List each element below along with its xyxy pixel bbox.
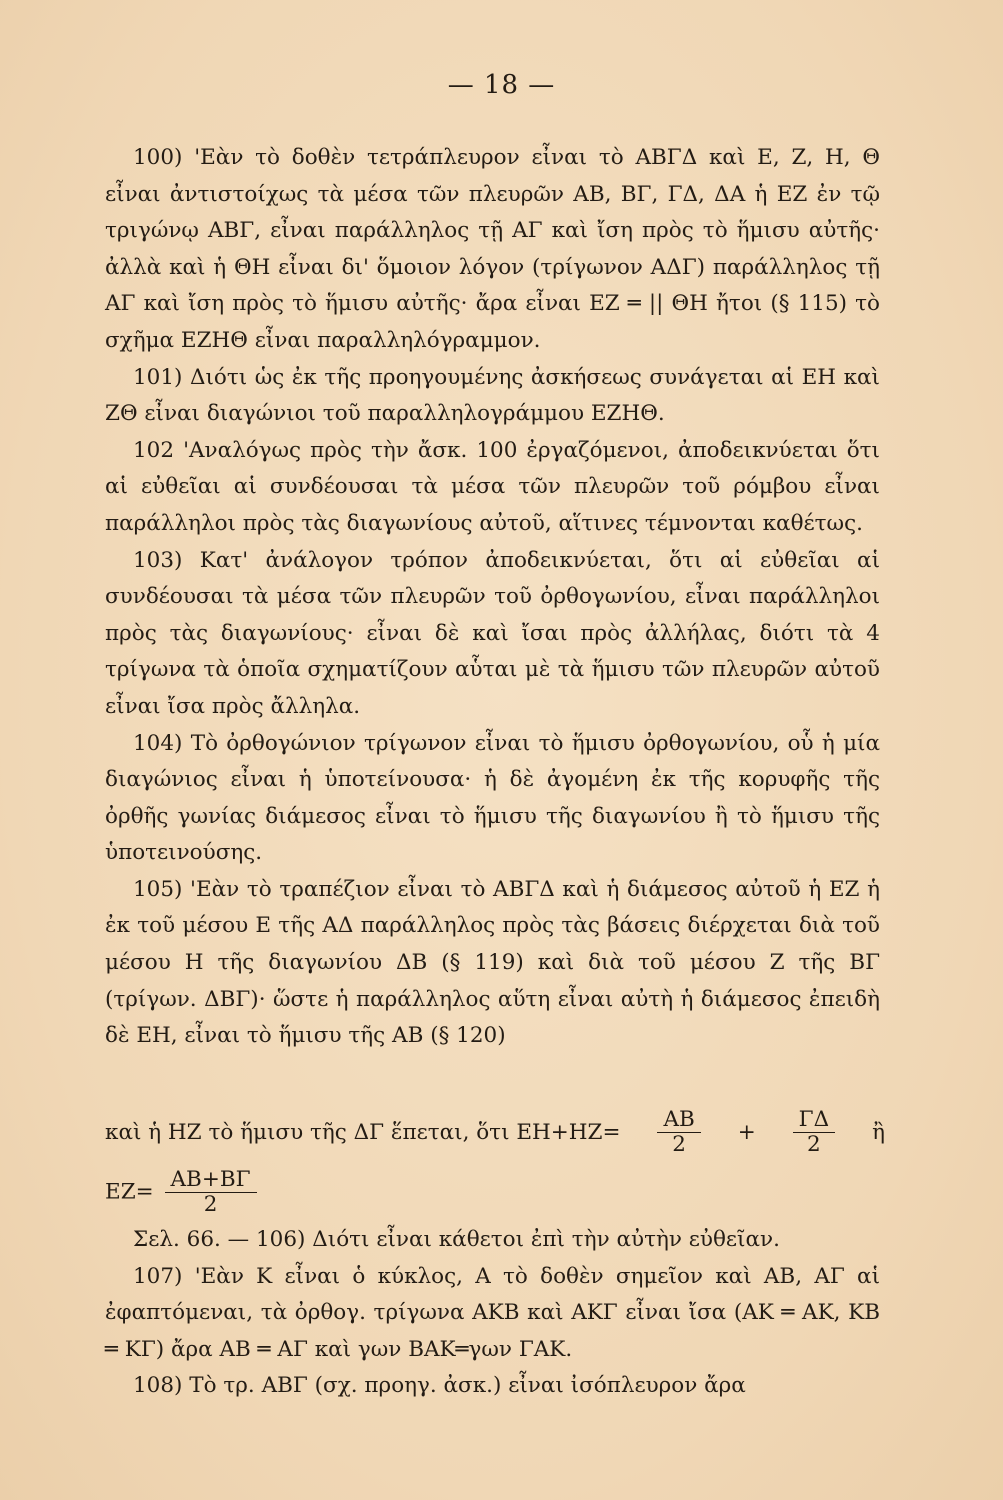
paragraph-102: 102 'Αναλόγως πρὸς τὴν ἄσκ. 100 ἐργαζόμενοι, ἀποδεικνύεται ὅτι αἱ εὐθεῖαι αἱ συνδέουσαι τὰ μέσα τῶν πλευρῶν τοῦ ρόμβου εἶναι παράλληλοι πρὸς τὰς διαγωνίους αὐτοῦ, αἵτινες τέμνονται καθέτως. <box>105 437 880 536</box>
main-text-block <box>105 140 880 1055</box>
paragraph-103: 103) Κατ' ἀνάλογον τρόπον ἀποδεικνύεται, ὅτι αἱ εὐθεῖαι αἱ συνδέουσαι τὰ μέσα τῶν πλευρῶν τοῦ ὀρθογωνίου, εἶναι παράλληλοι πρὸς τὰς διαγωνίους· εἶναι δὲ καὶ ἴσαι πρὸς ἀλλήλας, διότι τὰ 4 τρίγωνα τὰ ὁποῖα σχηματίζουν αὗται μὲ τὰ ἥμισυ τῶν πλευρῶν αὐτοῦ εἶναι ἴσα πρὸς ἄλληλα. <box>105 547 880 719</box>
fraction-denominator: 2 <box>672 1132 686 1157</box>
fraction-gd-over-2 <box>793 1108 835 1157</box>
paragraph-105: 105) 'Εὰν τὸ τραπέζιον εἶναι τὸ ΑΒΓΔ καὶ ἡ διάμεσος αὐτοῦ ἡ ΕΖ ἡ ἐκ τοῦ μέσου Ε τῆς ΑΔ παράλληλος πρὸς τὰς βάσεις διέρχεται διὰ τοῦ μέσου Η τῆς διαγωνίου ΔΒ (§ 119) καὶ διὰ τοῦ μέσου Ζ τῆς ΒΓ (τρίγων. ΔΒΓ)· ὥστε ἡ παράλληλος αὕτη εἶναι αὐτὴ ἡ διάμεσος ἐπειδὴ δὲ ΕΗ, εἶναι τὸ ἥμισυ τῆς ΑΒ (§ 120) <box>105 876 880 1049</box>
plus-sign: + <box>737 1120 756 1145</box>
paragraph-107: 107) 'Εὰν Κ εἶναι ὁ κύκλος, Α τὸ δοθὲν σημεῖον καὶ ΑΒ, ΑΓ αἱ ἐφαπτόμεναι, τὰ ὀρθογ. τρίγωνα ΑΚΒ καὶ ΑΚΓ εἶναι ἴσα (ΑΚ ═ ΑΚ, ΚΒ ═ ΚΓ) ἄρα ΑΒ ═ ΑΓ καὶ γων ΒΑΚ═γων ΓΑΚ. <box>105 1263 880 1362</box>
paragraph-100: 100) 'Εὰν τὸ δοθὲν τετράπλευρον εἶναι τὸ ΑΒΓΔ καὶ Ε, Ζ, Η, Θ εἶναι ἀντιστοίχως τὰ μέσα τῶν πλευρῶν ΑΒ, ΒΓ, ΓΔ, ΔΑ ἡ ΕΖ ἐν τῷ τριγώνῳ ΑΒΓ, εἶναι παράλληλος τῇ ΑΓ καὶ ἴση πρὸς τὸ ἥμισυ αὐτῆς· ἀλλὰ καὶ ἡ ΘΗ εἶναι δι' ὅμοιον λόγον (τρίγωνον ΑΔΓ) παράλληλος τῇ ΑΓ καὶ ἴση πρὸς τὸ ἥμισυ αὐτῆς· ἄρα εἶναι ΕΖ ═ || ΘΗ ἤτοι (§ 115) τὸ σχῆμα ΕΖΗΘ εἶναι παραλληλόγραμμον. <box>105 145 880 353</box>
lower-text-block <box>105 1222 880 1405</box>
formula-line-eh-hz <box>105 1108 885 1157</box>
fraction-denominator: 2 <box>203 1192 218 1217</box>
fraction-ab-over-2 <box>657 1108 700 1157</box>
formula-tail-text: ἢ <box>872 1120 885 1145</box>
fraction-denominator: 2 <box>807 1132 821 1157</box>
formula-ez-lead: ΕΖ= <box>105 1179 154 1205</box>
paragraph-101: 101) Διότι ὡς ἐκ τῆς προηγουμένης ἀσκήσεως συνάγεται αἱ ΕΗ καὶ ΖΘ εἶναι διαγώνιοι τοῦ παραλληλογράμμου ΕΖΗΘ. <box>105 364 880 427</box>
fraction-ab-plus-bg-over-2 <box>165 1168 257 1217</box>
formula-lead-text: καὶ ἡ ΗΖ τὸ ἥμισυ τῆς ΔΓ ἕπεται, ὅτι ΕΗ+ΗΖ= <box>105 1120 621 1145</box>
formula-ez <box>105 1168 885 1217</box>
paragraph-106: Σελ. 66. — 106) Διότι εἶναι κάθετοι ἐπὶ τὴν αὐτὴν εὐθεῖαν. <box>133 1227 780 1252</box>
paragraph-108: 108) Τὸ τρ. ΑΒΓ (σχ. προηγ. ἀσκ.) εἶναι ἰσόπλευρον ἄρα <box>133 1373 746 1399</box>
paragraph-104: 104) Τὸ ὀρθογώνιον τρίγωνον εἶναι τὸ ἥμισυ ὀρθογωνίου, οὗ ἡ μία διαγώνιος εἶναι ἡ ὑποτείνουσα· ἡ δὲ ἀγομένη ἐκ τῆς κορυφῆς τῆς ὀρθῆς γωνίας διάμεσος εἶναι τὸ ἥμισυ τῆς διαγωνίου ἢ τὸ ἥμισυ τῆς ὑποτεινούσης. <box>105 730 880 866</box>
page-number: — 18 — <box>447 70 556 100</box>
fraction-numerator: ΓΔ <box>793 1108 835 1133</box>
fraction-numerator: ΑΒ <box>657 1108 700 1133</box>
fraction-numerator: ΑΒ+ΒΓ <box>165 1168 257 1193</box>
